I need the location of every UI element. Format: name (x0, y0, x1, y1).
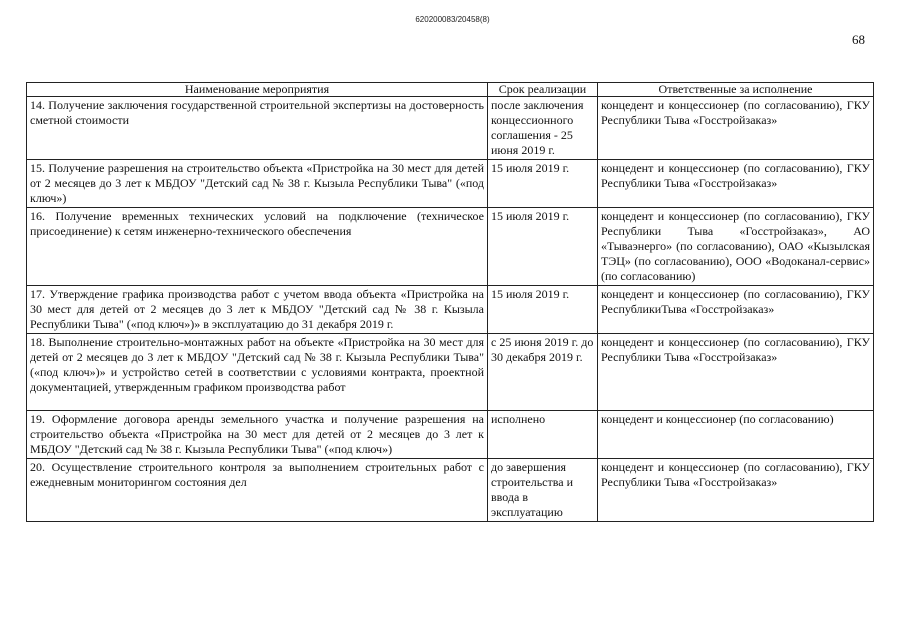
column-header-responsible: Ответственные за исполнение (598, 83, 874, 97)
row-name: 16. Получение временных технических условий на подключение (техническое присоединение) к сетям инженерно-технического обеспечения (27, 208, 488, 286)
table-row (27, 208, 874, 286)
row-name: 20. Осуществление строительного контроля за выполнением строительных работ с ежедневным мониторингом состояния дел (27, 459, 488, 522)
row-term: 15 июля 2019 г. (488, 286, 598, 334)
row-name: 18. Выполнение строительно-монтажных работ на объекте «Пристройка на 30 мест для детей от 2 месяцев до 3 лет к МБДОУ "Детский сад № 38 г. Кызыла Республики Тыва" («под ключ»)» и устройство сетей в соответствии с условиями контракта, проектной документацией, утвержденным графиком производства работ (27, 334, 488, 411)
row-responsible: концедент и концессионер (по согласованию), ГКУ Республики Тыва «Госстройзаказ» (598, 160, 874, 208)
row-responsible: концедент и концессионер (по согласованию), ГКУ Республики Тыва «Госстройзаказ» (598, 334, 874, 411)
row-name: 19. Оформление договора аренды земельного участка и получение разрешения на строительство объекта «Пристройка на 30 мест для детей от 2 месяцев до 3 лет к МБДОУ "Детский сад № 38 г. Кызыла Республики Тыва" («под ключ») (27, 411, 488, 459)
row-responsible: концедент и концессионер (по согласованию), ГКУ РеспубликиТыва «Госстройзаказ» (598, 286, 874, 334)
row-name: 15. Получение разрешения на строительство объекта «Пристройка на 30 мест для детей от 2 месяцев до 3 лет к МБДОУ "Детский сад № 38 г. Кызыла Республики Тыва" («под ключ») (27, 160, 488, 208)
table-row (27, 459, 874, 522)
row-responsible: концедент и концессионер (по согласованию), ГКУ Республики Тыва «Госстройзаказ» (598, 459, 874, 522)
row-term: до завершения строительства и ввода в эксплуатацию (488, 459, 598, 522)
row-term: исполнено (488, 411, 598, 459)
table-row (27, 97, 874, 160)
row-name: 17. Утверждение графика производства работ с учетом ввода объекта «Пристройка на 30 мест для детей от 2 месяцев до 3 лет к МБДОУ "Детский сад № 38 г. Кызыла Республики Тыва" («под ключ»)» в эксплуатацию до 31 декабря 2019 г. (27, 286, 488, 334)
row-responsible: концедент и концессионер (по согласованию), ГКУ Республики Тыва «Госстройзаказ» (598, 97, 874, 160)
row-term: 15 июля 2019 г. (488, 208, 598, 286)
table-row (27, 160, 874, 208)
table-row (27, 286, 874, 334)
row-term: с 25 июня 2019 г. до 30 декабря 2019 г. (488, 334, 598, 411)
row-responsible: концедент и концессионер (по согласованию) (598, 411, 874, 459)
row-term: 15 июля 2019 г. (488, 160, 598, 208)
table-row (27, 334, 874, 411)
row-name: 14. Получение заключения государственной строительной экспертизы на достоверность сметной стоимости (27, 97, 488, 160)
action-plan-table (26, 82, 874, 522)
table-header-row (27, 83, 874, 97)
column-header-term: Срок реализации (488, 83, 598, 97)
page-number: 68 (852, 32, 865, 47)
document-code: 620200083/20458(8) (415, 15, 490, 24)
table-row (27, 411, 874, 459)
row-term: после заключения концессионного соглашения - 25 июня 2019 г. (488, 97, 598, 160)
column-header-name: Наименование мероприятия (27, 83, 488, 97)
row-responsible: концедент и концессионер (по согласованию), ГКУ Республики Тыва «Госстройзаказ», АО «Тываэнерго» (по согласованию), ОАО «Кызылская ТЭЦ» (по согласованию), ООО «Водоканал-сервис» (по согласованию) (598, 208, 874, 286)
